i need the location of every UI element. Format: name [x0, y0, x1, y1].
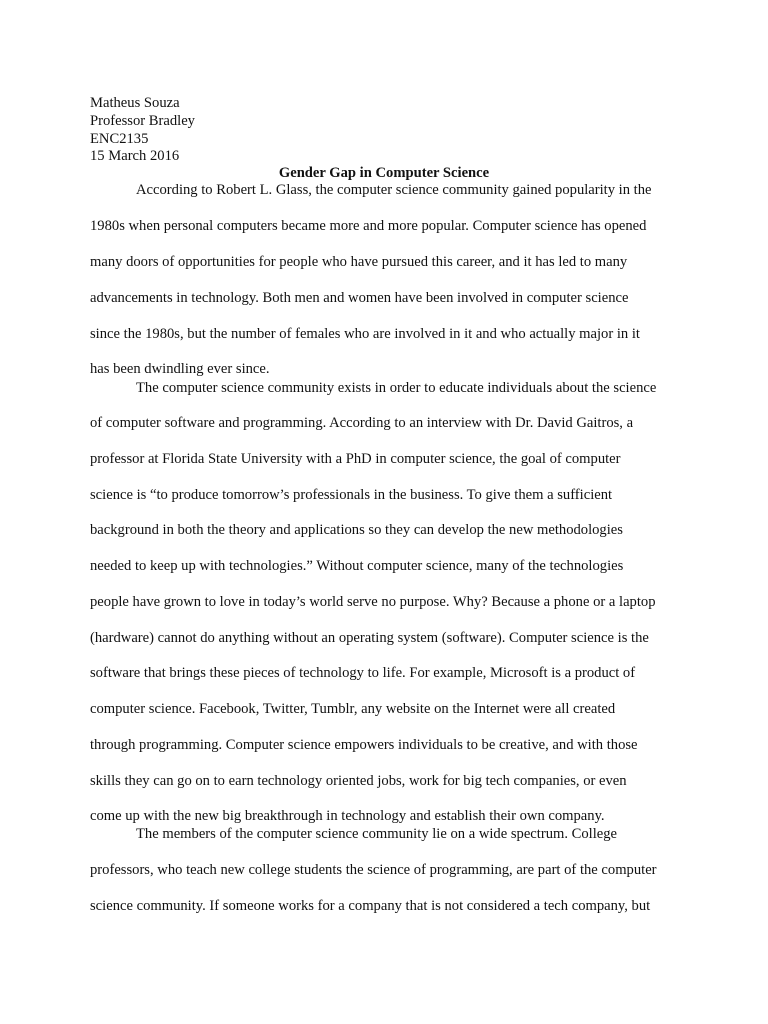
paragraph-2-line: come up with the new big breakthrough in technology and establish their own company. [90, 808, 605, 824]
course-code: ENC2135 [90, 131, 149, 147]
paragraph-2-line: professor at Florida State University with a PhD in computer science, the goal of computer [90, 451, 621, 467]
paragraph-2-line: skills they can go on to earn technology oriented jobs, work for big tech companies, or even [90, 773, 627, 789]
paragraph-3-line: professors, who teach new college students the science of programming, are part of the computer [90, 862, 657, 878]
paragraph-3-line: science community. If someone works for a company that is not considered a tech company, but [90, 898, 651, 914]
paragraph-2-line: people have grown to love in today’s world serve no purpose. Why? Because a phone or a laptop [90, 594, 656, 610]
paragraph-1-line: many doors of opportunities for people who have pursued this career, and it has led to many [90, 254, 628, 270]
paragraph-2-line: of computer software and programming. According to an interview with Dr. David Gaitros, a [90, 415, 634, 431]
paragraph-2-line: through programming. Computer science empowers individuals to be creative, and with those [90, 737, 638, 753]
author-name: Matheus Souza [90, 95, 180, 111]
paragraph-2-line: background in both the theory and applications so they can develop the new methodologies [90, 522, 623, 538]
date: 15 March 2016 [90, 148, 180, 164]
paragraph-1-line: since the 1980s, but the number of females who are involved in it and who actually major in it [90, 326, 640, 342]
paragraph-1-line: has been dwindling ever since. [90, 361, 270, 377]
paragraph-1-line: advancements in technology. Both men and women have been involved in computer science [90, 290, 629, 306]
paragraph-3-line: The members of the computer science community lie on a wide spectrum. College [136, 826, 618, 842]
paragraph-2-line: The computer science community exists in order to educate individuals about the science [136, 380, 657, 396]
paragraph-1-line: 1980s when personal computers became more and more popular. Computer science has opened [90, 218, 647, 234]
paragraph-2-line: science is “to produce tomorrow’s professionals in the business. To give them a sufficient [90, 487, 613, 503]
paragraph-2-line: computer science. Facebook, Twitter, Tumblr, any website on the Internet were all created [90, 701, 616, 717]
paragraph-1-line: According to Robert L. Glass, the computer science community gained popularity in the [136, 182, 652, 198]
paragraph-2-line: needed to keep up with technologies.” Without computer science, many of the technologies [90, 558, 624, 574]
professor-name: Professor Bradley [90, 113, 195, 129]
paragraph-2-line: (hardware) cannot do anything without an operating system (software). Computer science is the [90, 630, 649, 646]
paragraph-2-line: software that brings these pieces of technology to life. For example, Microsoft is a product of [90, 665, 636, 681]
essay-title: Gender Gap in Computer Science [278, 165, 490, 181]
